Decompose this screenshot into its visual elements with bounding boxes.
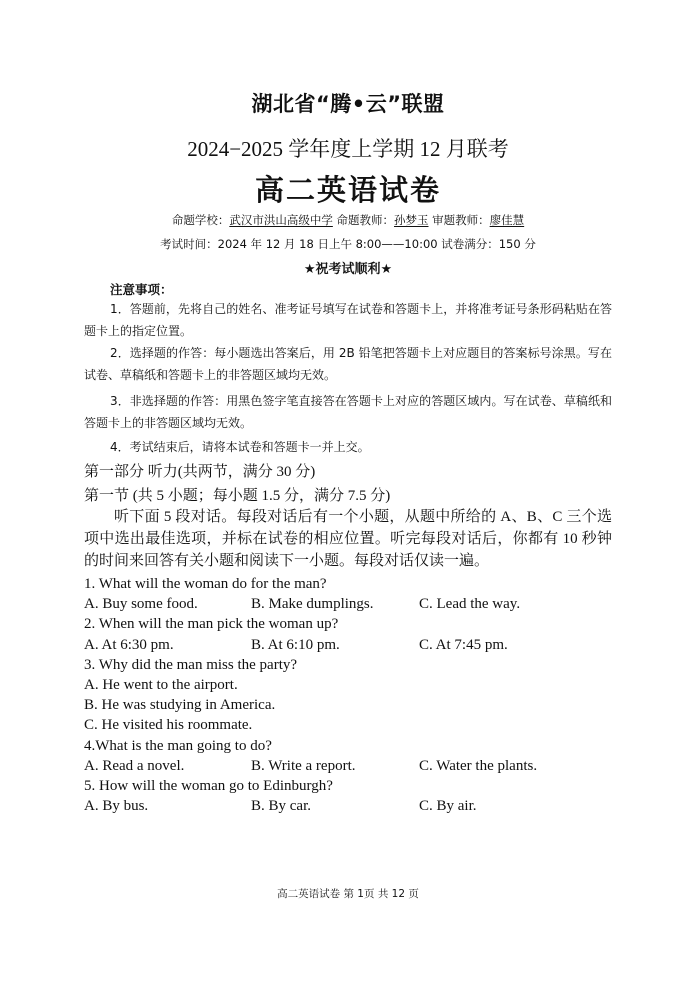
option-b: B. At 6:10 pm. <box>251 636 340 653</box>
page-footer: 高二英语试卷 第 1页 共 12 页 <box>277 888 419 900</box>
question-text: 4.What is the man going to do? <box>84 737 272 754</box>
option-c: C. At 7:45 pm. <box>419 636 508 653</box>
option-a: A. By bus. <box>84 798 149 815</box>
school-label: 命题学校： <box>171 213 230 227</box>
alliance-title: 湖北省“腾•云”联盟 <box>251 92 445 116</box>
notice-heading: 注意事项： <box>110 282 173 297</box>
option-a: A. Buy some food. <box>84 596 198 613</box>
options-row <box>84 635 612 655</box>
option-c: C. By air. <box>419 798 477 815</box>
question-text: 2. When will the man pick the woman up? <box>84 616 339 633</box>
authorship-line <box>0 212 696 228</box>
reviewer-name: 廖佳慧 <box>489 213 525 227</box>
option-b: B. He was studying in America. <box>84 697 276 714</box>
question-text: 5. How will the woman go to Edinburgh? <box>84 777 333 794</box>
question-list <box>84 574 612 816</box>
notice-item: 1．答题前，先将自己的姓名、准考证号填写在试卷和答题卡上，并将准考证号条形码粘贴在答题卡上的指定位置。 <box>84 302 612 338</box>
options-row <box>84 796 612 816</box>
paper-title: 高二英语试卷 <box>254 173 441 207</box>
school-name: 武汉市洪山高级中学 <box>229 213 333 227</box>
section-title: 第一节 (共 5 小题；每小题 1.5 分，满分 7.5 分) <box>84 488 391 504</box>
question-text: 1. What will the woman do for the man? <box>84 576 327 592</box>
option-a: A. He went to the airport. <box>84 676 238 693</box>
option-b: B. Make dumplings. <box>251 596 374 613</box>
option-c: C. He visited his roommate. <box>84 717 253 734</box>
author-label: 命题教师： <box>332 213 394 227</box>
option-b: B. Write a report. <box>251 757 356 774</box>
question-text: 3. Why did the man miss the party? <box>84 656 298 673</box>
part-title: 第一部分 听力(共两节，满分 30 分) <box>84 464 316 480</box>
exam-term-title: 2024−2025 学年度上学期 12 月联考 <box>187 137 509 161</box>
listening-instructions: 听下面 5 段对话。每段对话后有一个小题，从题中所给的 A、B、C 三个选项中选出最佳选项，并标在试卷的相应位置。听完每段对话后，你都有 10 秒钟的时间来回答有关小题和阅读下一小题。每段对话仅读一遍。 <box>84 509 612 569</box>
option-b: B. By car. <box>251 798 311 815</box>
notice-item: 3．非选择题的作答：用黑色签字笔直接答在答题卡上对应的答题区域内。写在试卷、草稿纸和答题卡上的非答题区域均无效。 <box>84 394 612 430</box>
notice-item: 4．考试结束后，请将本试卷和答题卡一并上交。 <box>110 440 370 454</box>
author-name: 孙梦玉 <box>394 213 429 227</box>
option-a: A. At 6:30 pm. <box>84 636 174 653</box>
notice-item: 2．选择题的作答：每小题选出答案后，用 2B 铅笔把答题卡上对应题目的答案标号涂黑。写在试卷、草稿纸和答题卡上的非答题区域均无效。 <box>84 346 612 382</box>
option-c: C. Lead the way. <box>419 596 521 613</box>
option-a: A. Read a novel. <box>84 757 185 774</box>
options-row <box>84 594 612 614</box>
reviewer-label: 审题教师： <box>428 213 490 227</box>
options-row <box>84 756 612 776</box>
option-c: C. Water the plants. <box>419 757 538 774</box>
good-luck-banner: ★祝考试顺利★ <box>303 262 393 277</box>
exam-time-line: 考试时间：2024 年 12 月 18 日上午 8:00——10:00 试卷满分：150 分 <box>160 237 536 251</box>
